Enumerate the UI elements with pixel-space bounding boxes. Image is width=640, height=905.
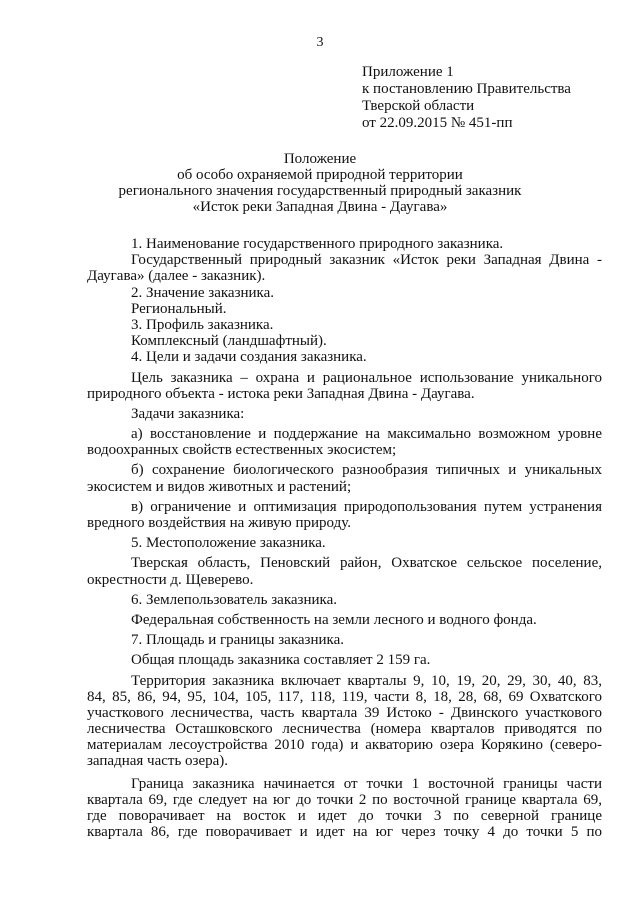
section-heading: 7. Площадь и границы заказника. <box>131 632 344 649</box>
appendix-block <box>362 64 571 132</box>
appendix-line: от 22.09.2015 № 451-пп <box>362 115 513 131</box>
body-line: Федеральная собственность на земли лесного и водного фонда. <box>131 611 537 628</box>
body-line: б) сохранение биологического разнообразия типичных и уникальных <box>131 462 602 479</box>
title-line: «Исток реки Западная Двина - Даугава» <box>192 199 448 215</box>
section-heading: 4. Цели и задачи создания заказника. <box>131 349 367 366</box>
body-line: Государственный природный заказник «Исток реки Западная Двина - <box>131 252 602 269</box>
body-line: Даугава» (далее - заказник). <box>87 268 266 285</box>
body-line: где поворачивает на восток и идет до точки 3 по северной границе <box>87 808 602 824</box>
document-title <box>0 151 640 215</box>
title-line: Положение <box>283 151 357 167</box>
body-line: природного объекта - истока реки Западная Двина - Даугава. <box>87 385 475 402</box>
appendix-line: Приложение 1 <box>362 64 454 80</box>
body-line: водоохранных свойств естественных экосистем; <box>87 442 397 459</box>
body-line: Общая площадь заказника составляет 2 159 га. <box>131 652 431 669</box>
body-line: квартала 86, где поворачивает и идет на юг через точку 4 до точки 5 по <box>87 824 602 841</box>
section-heading: 6. Землепользователь заказника. <box>131 591 337 608</box>
section-heading: 2. Значение заказника. <box>131 284 275 301</box>
appendix-line: к постановлению Правительства <box>362 81 571 97</box>
body-line: материалам лесоустройства 2010 года) и акваторию озера Корякино (северо- <box>87 737 602 754</box>
body-line: вредного воздействия на живую природу. <box>87 515 352 531</box>
body-line: квартала 69, где следует на юг до точки 2 по восточной границе квартала 69, <box>87 791 602 808</box>
body-line: Комплексный (ландшафтный). <box>131 333 327 350</box>
body-line: в) ограничение и оптимизация природопользования путем устранения <box>131 498 602 515</box>
body-line: западная часть озера). <box>87 753 229 770</box>
section-heading: 3. Профиль заказника. <box>131 316 274 333</box>
title-line: регионального значения государственный природный заказник <box>118 183 522 199</box>
body-line: Территория заказника включает кварталы 9, 10, 19, 20, 29, 30, 40, 83, <box>131 672 602 689</box>
body-line: а) восстановление и поддержание на максимально возможном уровне <box>131 426 602 443</box>
body-line: 84, 85, 86, 94, 95, 104, 105, 117, 118, 119, части 8, 18, 28, 68, 69 Охватского <box>87 688 602 705</box>
body-line: экосистем и видов животных и растений; <box>87 478 352 495</box>
section-heading: 5. Местоположение заказника. <box>131 535 326 552</box>
title-line: об особо охраняемой природной территории <box>177 167 463 183</box>
body-line: Задачи заказника: <box>131 405 245 422</box>
appendix-line: Тверской области <box>362 98 475 114</box>
body-line: Граница заказника начинается от точки 1 восточной границы части <box>131 775 602 792</box>
body-line: лесничества Осташковского лесничества (номера кварталов приводятся по <box>87 721 602 738</box>
section-heading: 1. Наименование государственного природного заказника. <box>131 236 504 252</box>
body-line: Цель заказника – охрана и рациональное использование уникального <box>131 369 602 386</box>
page-number: 3 <box>316 35 324 50</box>
document-body <box>87 236 602 840</box>
body-line: Тверская область, Пеновский район, Охватское сельское поселение, <box>131 555 602 572</box>
body-line: участкового лесничества, часть квартала 39 Истоко - Двинского участкового <box>87 704 602 721</box>
body-line: Региональный. <box>131 300 227 317</box>
body-line: окрестности д. Щеверево. <box>87 571 254 588</box>
